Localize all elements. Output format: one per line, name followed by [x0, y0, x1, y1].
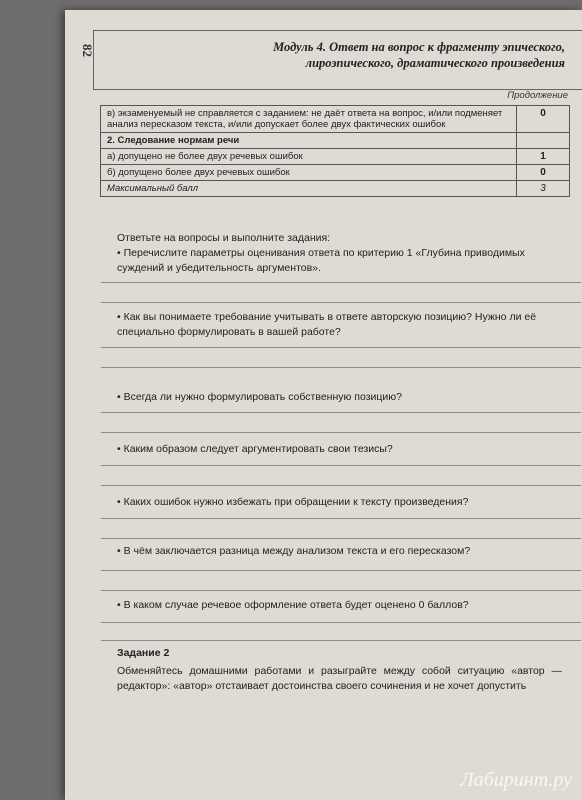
answer-line: [101, 485, 581, 486]
question-1: • Перечислите параметры оценивания ответа по критерию 1 «Глубина приводимых суждений и убедительность аргументов».: [117, 247, 525, 274]
question-5: • Каких ошибок нужно избежать при обращении к тексту произведения?: [117, 496, 469, 508]
table-row: [101, 133, 570, 149]
answer-line: [101, 465, 581, 466]
criterion-description: в) экзаменуемый не справляется с заданием: не даёт ответа на вопрос, и/или подменяет анализ пересказом текста, и/или допускает более двух фактических ошибок: [101, 106, 517, 133]
answer-line: [101, 622, 581, 623]
answer-line: [101, 302, 581, 303]
table-row: [101, 106, 570, 133]
question-6: • В чём заключается разница между анализом текста и его пересказом?: [117, 545, 471, 557]
textbook-page: [65, 10, 582, 800]
continuation-label: Продолжение: [507, 90, 568, 101]
question-3: • Всегда ли нужно формулировать собственную позицию?: [117, 391, 402, 403]
max-score-value: 3: [517, 181, 570, 197]
table-row: [101, 149, 570, 165]
page-number: 82: [80, 44, 95, 57]
question-4: • Каким образом следует аргументировать свои тезисы?: [117, 443, 393, 455]
module-header: [93, 30, 582, 90]
criterion-score: 0: [517, 165, 570, 181]
question-2: • Как вы понимаете требование учитывать в ответе авторскую позицию? Нужно ли её специально формулировать в вашей работе?: [117, 311, 537, 338]
criterion-section-title: 2. Следование нормам речи: [101, 133, 517, 149]
answer-line: [101, 347, 581, 348]
watermark-logo: Лабиринт.ру: [460, 769, 572, 791]
answer-line: [101, 412, 581, 413]
task-text: Обменяйтесь домашними работами и разыграйте между собой ситуацию «автор — редактор»: «автор» отстаивает достоинства своего сочинения и не хочет допустить: [117, 665, 562, 692]
answer-line: [101, 570, 581, 571]
answer-line: [101, 518, 581, 519]
module-title: Модуль 4. Ответ на вопрос к фрагменту эпического, лироэпического, драматического произведения: [273, 40, 565, 70]
answer-line: [101, 590, 581, 591]
answer-line: [101, 538, 581, 539]
criteria-table: [100, 105, 570, 197]
answer-line: [101, 432, 581, 433]
max-score-label: Максимальный балл: [101, 181, 517, 197]
answer-line: [101, 640, 581, 641]
table-row: [101, 181, 570, 197]
criterion-score: 0: [517, 106, 570, 133]
task-title: Задание 2: [117, 647, 170, 659]
criterion-score: 1: [517, 149, 570, 165]
answer-line: [101, 367, 581, 368]
criterion-score: [517, 133, 570, 149]
table-row: [101, 165, 570, 181]
question-7: • В каком случае речевое оформление ответа будет оценено 0 баллов?: [117, 599, 469, 611]
instructions: Ответьте на вопросы и выполните задания:: [117, 232, 331, 244]
answer-line: [101, 282, 581, 283]
criterion-description: а) допущено не более двух речевых ошибок: [101, 149, 517, 165]
criterion-description: б) допущено более двух речевых ошибок: [101, 165, 517, 181]
